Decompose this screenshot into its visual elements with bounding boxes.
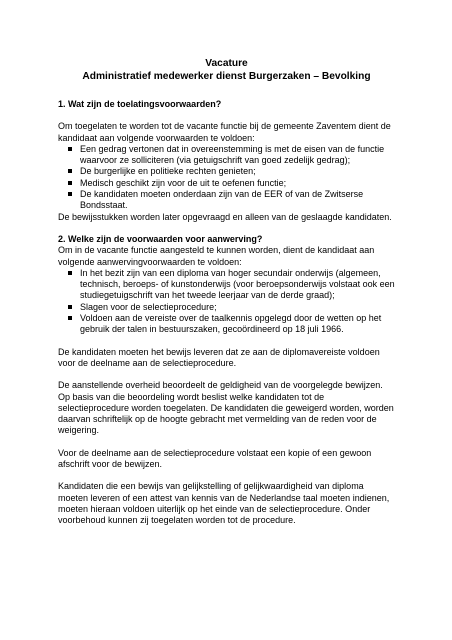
list-item: Voldoen aan de vereiste over de taalkennis opgelegd door de wetten op het gebruik der talen in bestuurszaken, gecoördineerd op 18 juli 1966. bbox=[80, 313, 395, 336]
square-bullet-icon bbox=[68, 169, 72, 173]
square-bullet-icon bbox=[68, 192, 72, 196]
paragraph: Kandidaten die een bewijs van gelijkstelling of gelijkwaardigheid van diploma moeten leveren of een attest van kennis van de Nederlandse taal moeten indienen, moeten hieraan voldoen uiterlijk op het einde van de selectieprocedure. Onder voorbehoud kunnen zij toegelaten worden tot de procedure. bbox=[58, 481, 390, 526]
section-1-heading: 1. Wat zijn de toelatingsvoorwaarden? bbox=[58, 99, 222, 109]
section-2-list bbox=[58, 268, 395, 336]
paragraph: De aanstellende overheid beoordeelt de geldigheid van de voorgelegde bewijzen. Op basis van die beoordeling wordt beslist welke kandidaten tot de selectieprocedure worden toegelaten. De kandidaten die geweigerd worden, worden daarvan schriftelijk op de hoogte gebracht met vermelding van de reden voor de weigering. bbox=[58, 380, 394, 436]
paragraph: Voor de deelname aan de selectieprocedure volstaat een kopie of een gewoon afschrift voor de bewijzen. bbox=[58, 447, 372, 470]
section-2-heading: 2. Welke zijn de voorwaarden voor aanwerving? bbox=[58, 233, 263, 244]
paragraph: De kandidaten moeten het bewijs leveren dat ze aan de diplomavereiste voldoen voor de deelname aan de selectieprocedure. bbox=[58, 346, 380, 368]
square-bullet-icon bbox=[68, 271, 72, 275]
square-bullet-icon bbox=[68, 147, 72, 151]
list-item: De burgerlijke en politieke rechten genieten; bbox=[80, 166, 395, 177]
square-bullet-icon bbox=[68, 305, 72, 309]
list-item: Een gedrag vertonen dat in overeenstemming is met de eisen van de functie waarvoor ze solliciteren (via getuigschrift van goed zedelijk gedrag); bbox=[80, 144, 395, 167]
section-hiring-conditions bbox=[58, 234, 395, 527]
list-item: Slagen voor de selectieprocedure; bbox=[80, 302, 395, 313]
list-item: In het bezit zijn van een diploma van hoger secundair onderwijs (algemeen, technisch, beroeps- of kunstonderwijs (voor beroepsonderwijs volstaat ook een studiegetuigschrift van het tweede leerjaar van de derde graad); bbox=[80, 268, 395, 302]
section-admission-conditions bbox=[58, 99, 395, 223]
square-bullet-icon bbox=[68, 181, 72, 185]
document-subtitle: Administratief medewerker dienst Burgerzaken – Bevolking bbox=[82, 71, 371, 82]
section-1-list bbox=[58, 144, 395, 212]
section-1-outro: De bewijsstukken worden later opgevraagd en alleen van de geslaagde kandidaten. bbox=[58, 211, 392, 222]
list-item: Medisch geschikt zijn voor de uit te oefenen functie; bbox=[80, 178, 395, 189]
list-item: De kandidaten moeten onderdaan zijn van de EER of van de Zwitserse Bondsstaat. bbox=[80, 189, 395, 212]
square-bullet-icon bbox=[68, 316, 72, 320]
section-2-intro: Om in de vacante functie aangesteld te kunnen worden, dient de kandidaat aan volgende aanwervingvoorwaarden te voldoen: bbox=[58, 245, 375, 267]
document-title: Vacature bbox=[205, 58, 248, 69]
section-1-intro: Om toegelaten te worden tot de vacante functie bij de gemeente Zaventem dient de kandidaat aan volgende voorwaarden te voldoen: bbox=[58, 121, 391, 143]
